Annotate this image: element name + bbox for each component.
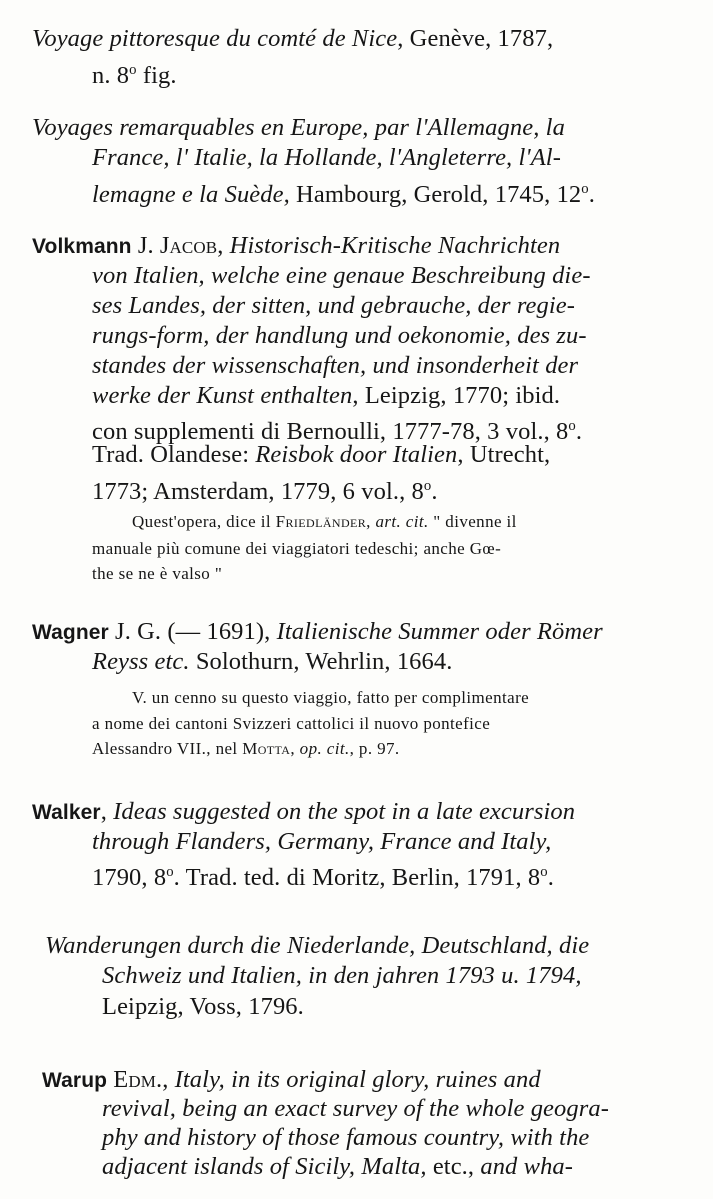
text-segment: o [423,478,432,494]
entry-line [32,798,575,827]
entry-line [92,144,561,172]
author-name: Warup [42,1069,108,1092]
entry-line [32,25,553,53]
entry-line [92,175,595,209]
text-segment: etc., [426,1153,481,1180]
entry-line [92,322,587,350]
text-segment: Schweiz und Italien, in den jahren 1793 u. 1794, [102,962,582,989]
text-segment: , Leipzig, 1770; ibid. [352,382,561,409]
text-segment: , [290,739,300,758]
text-segment: o [568,418,576,434]
text-segment: Alessandro VII., nel [92,739,243,758]
entry-line [45,932,589,960]
text-segment: o [129,62,137,78]
entry-line [102,1124,589,1152]
text-segment: ses Landes, der sitten, und gebrauche, der regie- [92,292,576,319]
text-segment: art. cit. [375,512,429,531]
text-segment: Reyss etc. [92,648,190,675]
entry-line [42,1066,541,1095]
text-segment: the se ne è valso " [92,564,223,583]
entry-line [102,993,304,1021]
text-segment: . Trad. ted. di Moritz, Berlin, 1791, 8 [173,864,541,892]
entry-line [102,1153,573,1181]
text-segment: revival, being an exact survey of the whole geogra- [102,1095,609,1122]
entry-line [92,858,554,892]
text-segment: Motta [242,739,291,758]
text-segment: phy and history of those famous country, with the [102,1124,590,1151]
text-segment: Solothurn, Wehrlin, 1664. [189,648,453,675]
entry-line [92,56,177,90]
entry-line [32,114,565,142]
text-segment: , [366,512,376,531]
text-segment: rungs-form, der handlung und oekonomie, des zu- [92,322,587,349]
entry-line [92,648,452,676]
text-segment: France, l' Italie, la Hollande, l'Angleterre, l'Al- [92,144,561,171]
entry-note [92,538,501,560]
text-segment: , p. 97. [349,739,400,758]
text-segment: a nome dei cantoni Svizzeri cattolici il nuovo pontefice [92,714,491,733]
text-segment: , Genève, 1787, [397,25,554,52]
text-segment: Italienische Summer oder Römer [276,618,603,645]
text-segment: o [166,864,174,880]
text-segment: manuale più comune dei viaggiatori tedeschi; anche Gœ- [92,539,502,558]
text-segment: J. G. (— 1691), [108,618,277,645]
text-segment: Edm. [113,1066,163,1093]
text-segment: Friedländer [275,512,367,531]
text-segment: standes der wissenschaften, und insonderheit der [92,352,579,379]
text-segment: lemagne e la Suède, [92,181,290,209]
text-segment: fig. [136,62,177,90]
text-segment: o [540,864,548,880]
entry-note [132,687,529,709]
text-segment: . [575,418,583,446]
text-segment: con supplementi di Bernoulli, 1777-78, 3 vol., 8 [92,418,569,446]
text-segment: Reisbok door Italien [255,441,458,468]
text-segment: " divenne il [428,512,517,531]
entry-line [92,472,438,506]
author-name: Walker [32,801,101,824]
text-segment: , [100,798,114,825]
text-segment: . [547,864,554,892]
text-segment: von Italien, welche eine genaue Beschreibung die- [92,262,591,289]
text-segment: , [162,1066,175,1093]
entry-line [92,441,550,469]
text-segment: adjacent islands of Sicily, Malta, [102,1153,427,1180]
text-segment: Leipzig, Voss, 1796. [102,993,304,1020]
text-segment: Voyages remarquables en Europe, par l'Allemagne, la [32,114,565,141]
text-segment: J. [131,232,160,259]
text-segment: , Utrecht, [457,441,551,468]
text-segment: n. 8 [92,62,130,90]
text-segment: , [217,232,230,259]
entry-line [32,618,603,647]
text-segment: o [581,181,589,197]
text-segment: 1790, 8 [92,864,167,892]
text-segment: Historisch-Kritische Nachrichten [229,232,561,259]
author-name: Wagner [32,621,109,644]
text-segment: Ideas suggested on the spot in a late excursion [113,798,576,825]
text-segment: Jacob [159,232,218,259]
entry-line [92,352,578,380]
author-name: Volkmann [32,235,132,258]
text-segment: . [431,478,438,506]
text-segment: and wha- [480,1153,574,1180]
entry-line [102,962,582,990]
entry-note [92,713,490,735]
text-segment: Italy, in its original glory, ruines and [174,1066,541,1093]
text-segment: V. un cenno su questo viaggio, fatto per complimentare [132,688,530,707]
entry-line [92,292,575,320]
text-segment: . [588,181,595,209]
text-segment: Hambourg, Gerold, 1745, 12 [289,181,582,209]
entry-note [132,511,517,533]
entry-note [92,738,400,760]
text-segment: werke der Kunst enthalten [92,382,353,409]
text-segment: 1773; Amsterdam, 1779, 6 vol., 8 [92,478,424,506]
entry-note [92,563,222,585]
entry-line [92,382,560,410]
entry-line [92,828,551,856]
text-segment: Wanderungen durch die Niederlande, Deutschland, die [45,932,590,959]
text-segment: through Flanders, Germany, France and Italy, [92,828,552,855]
entry-line [92,262,591,290]
text-segment: op. cit. [299,739,350,758]
text-segment: Voyage pittoresque du comté de Nice [32,25,398,52]
text-segment: Trad. Olandese: [92,441,256,468]
entry-line [32,232,560,261]
entry-line [102,1095,609,1123]
text-segment: Quest'opera, dice il [132,512,276,531]
